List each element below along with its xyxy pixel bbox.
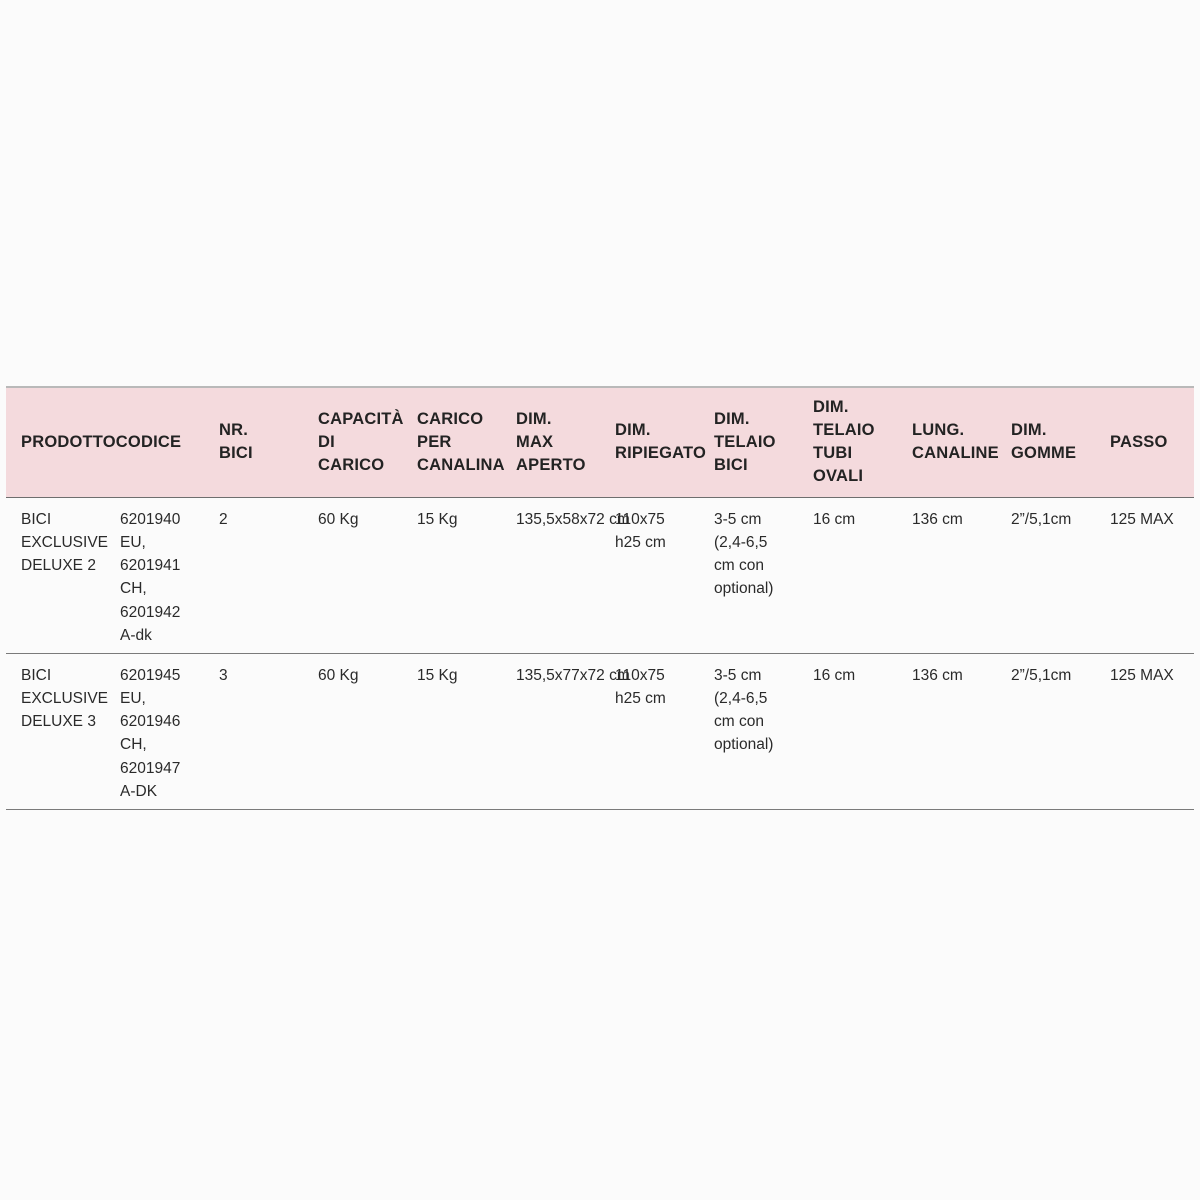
header-carico-canalina: CARICO PER CANALINA <box>402 387 501 497</box>
cell-lung-canaline: 136 cm <box>897 653 996 809</box>
cell-carico-canalina: 15 Kg <box>402 653 501 809</box>
header-dim-telaio-bici: DIM. TELAIO BICI <box>699 387 798 497</box>
cell-dim-gomme: 2”/5,1cm <box>996 653 1095 809</box>
table-row <box>6 653 1194 809</box>
cell-carico-canalina: 15 Kg <box>402 497 501 653</box>
header-dim-ripiegato: DIM. RIPIEGATO <box>600 387 699 497</box>
product-spec-table <box>6 386 1194 810</box>
cell-passo: 125 MAX <box>1095 653 1194 809</box>
cell-prodotto: BICI EXCLUSIVE DELUXE 3 <box>6 653 105 809</box>
cell-dim-ripiegato: 110x75 h25 cm <box>600 497 699 653</box>
header-dim-telaio-tubi-ovali: DIM. TELAIO TUBI OVALI <box>798 387 897 497</box>
cell-dim-gomme: 2”/5,1cm <box>996 497 1095 653</box>
cell-dim-telaio-tubi-ovali: 16 cm <box>798 497 897 653</box>
cell-dim-max-aperto: 135,5x77x72 cm <box>501 653 600 809</box>
table-row <box>6 497 1194 653</box>
header-nr-bici: NR. BICI <box>204 387 303 497</box>
table-header-row <box>6 387 1194 497</box>
cell-codice: 6201940 EU, 6201941 CH, 6201942 A-dk <box>105 497 204 653</box>
cell-lung-canaline: 136 cm <box>897 497 996 653</box>
spec-table-container <box>6 386 1194 810</box>
cell-dim-telaio-bici: 3-5 cm (2,4-6,5 cm con optional) <box>699 497 798 653</box>
cell-capacita: 60 Kg <box>303 653 402 809</box>
cell-dim-ripiegato: 110x75 h25 cm <box>600 653 699 809</box>
cell-dim-telaio-tubi-ovali: 16 cm <box>798 653 897 809</box>
cell-dim-telaio-bici: 3-5 cm (2,4-6,5 cm con optional) <box>699 653 798 809</box>
cell-nr-bici: 3 <box>204 653 303 809</box>
header-dim-gomme: DIM. GOMME <box>996 387 1095 497</box>
cell-prodotto: BICI EXCLUSIVE DELUXE 2 <box>6 497 105 653</box>
cell-codice: 6201945 EU, 6201946 CH, 6201947 A-DK <box>105 653 204 809</box>
header-dim-max-aperto: DIM. MAX APERTO <box>501 387 600 497</box>
header-capacita: CAPACITÀ DI CARICO <box>303 387 402 497</box>
header-prodotto-codice: PRODOTTOCODICE <box>6 387 105 497</box>
cell-passo: 125 MAX <box>1095 497 1194 653</box>
cell-nr-bici: 2 <box>204 497 303 653</box>
header-lung-canaline: LUNG. CANALINE <box>897 387 996 497</box>
cell-dim-max-aperto: 135,5x58x72 cm <box>501 497 600 653</box>
header-passo: PASSO <box>1095 387 1194 497</box>
cell-capacita: 60 Kg <box>303 497 402 653</box>
